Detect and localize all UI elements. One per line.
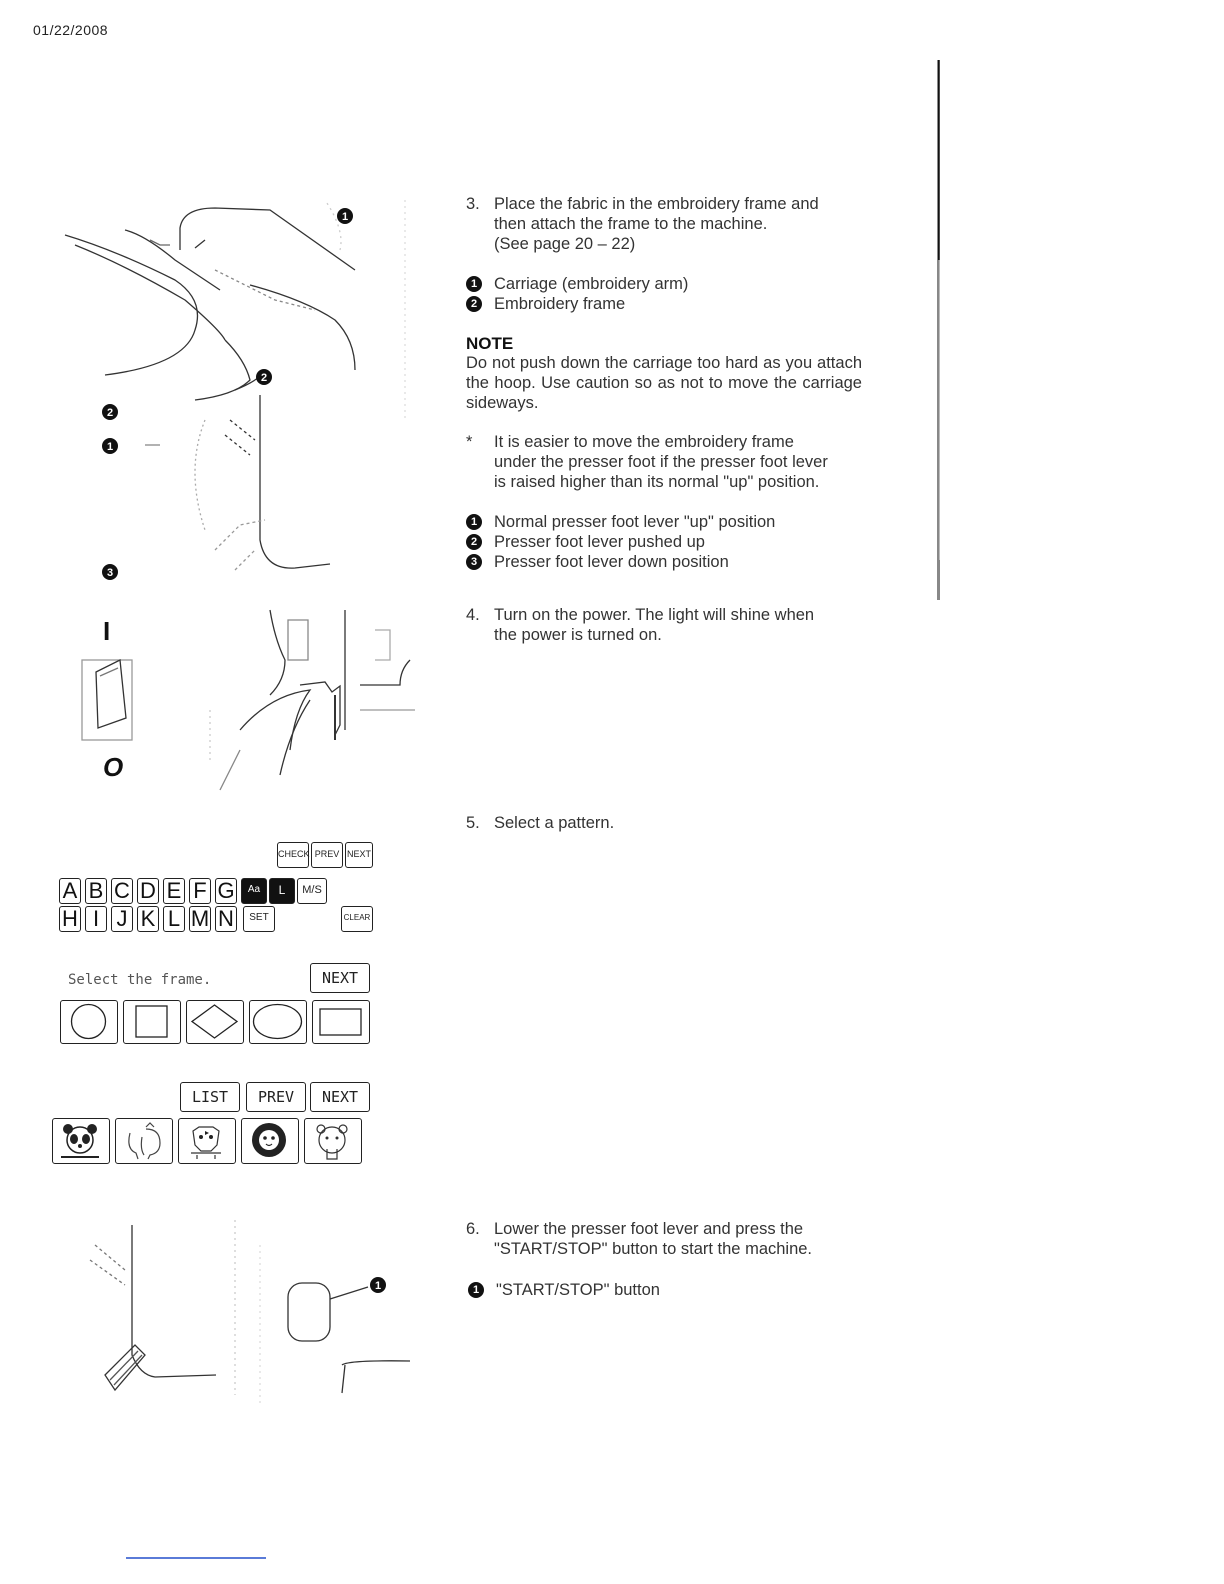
note-body: Do not push down the carriage too hard as you attach the hoop. Use caution so as not to move the carriage sideways. <box>466 354 862 412</box>
step-line: then attach the frame to the machine. <box>494 215 768 233</box>
step-number: 4. <box>466 606 480 624</box>
tip-bullet <box>466 432 866 492</box>
badge-icon: 1 <box>466 514 482 530</box>
letter-key-g[interactable]: G <box>215 878 237 904</box>
legend-label: Carriage (embroidery arm) <box>494 275 689 293</box>
pattern-next-button[interactable]: NEXT <box>310 1082 370 1112</box>
letter-key-j[interactable]: J <box>111 906 133 932</box>
step-6 <box>466 1219 866 1259</box>
bear-icon <box>305 1119 360 1162</box>
step-line: Select a pattern. <box>494 814 615 832</box>
callout-1-lever-normal: 1 <box>106 441 114 453</box>
step-line: Place the fabric in the embroidery frame and <box>494 195 819 213</box>
rectangle-frame-button[interactable] <box>312 1000 370 1044</box>
frame-next-button[interactable]: NEXT <box>310 963 370 993</box>
cow-icon <box>179 1119 234 1162</box>
pattern-prev-button[interactable]: PREV <box>246 1082 306 1112</box>
switch-on-label: I <box>103 616 111 646</box>
step-line: Turn on the power. The light will shine when <box>494 606 815 624</box>
bullet-line: under the presser foot if the presser foot lever <box>494 453 828 471</box>
letter-key-c[interactable]: C <box>111 878 133 904</box>
bear-pattern-button[interactable] <box>304 1118 362 1164</box>
badge-icon: 3 <box>466 554 482 570</box>
page-date: 01/22/2008 <box>33 22 109 38</box>
next-button[interactable]: NEXT <box>345 842 373 868</box>
switch-off-label: O <box>103 752 124 782</box>
letter-key-h[interactable]: H <box>59 906 81 932</box>
figure-start-stop <box>80 1215 420 1415</box>
lcd-frame-screen <box>58 960 388 1055</box>
case-toggle-button[interactable]: Aa <box>241 878 267 904</box>
clear-button[interactable]: CLEAR <box>341 906 373 932</box>
badge-icon: 2 <box>466 296 482 312</box>
letter-key-n[interactable]: N <box>215 906 237 932</box>
footer-rule <box>126 1557 266 1559</box>
lion-icon <box>242 1119 297 1162</box>
step-line: (See page 20 – 22) <box>494 235 636 253</box>
legend-lever <box>466 512 775 572</box>
step-line: the power is turned on. <box>494 626 662 644</box>
legend-label: Normal presser foot lever "up" position <box>494 513 776 531</box>
legend-step-3 <box>466 274 688 314</box>
oval-frame-button[interactable] <box>249 1000 307 1044</box>
elephant-icon <box>116 1119 171 1162</box>
legend-label: "START/STOP" button <box>496 1281 660 1299</box>
square-frame-button[interactable] <box>123 1000 181 1044</box>
circle-frame-icon <box>61 1001 116 1042</box>
legend-label: Presser foot lever pushed up <box>494 533 705 551</box>
figure-hoop-attach <box>55 190 415 590</box>
bullet-line: is raised higher than its normal "up" position. <box>494 473 820 491</box>
note-title: NOTE <box>466 334 514 353</box>
lcd-letter-screen <box>55 840 385 935</box>
legend-label: Embroidery frame <box>494 295 626 313</box>
size-l-button[interactable]: L <box>269 878 295 904</box>
step-line: "START/STOP" button to start the machine. <box>494 1240 813 1258</box>
callout-1-carriage: 1 <box>341 211 349 223</box>
scan-edge-mark <box>934 60 948 600</box>
panda-pattern-button[interactable] <box>52 1118 110 1164</box>
step-3 <box>466 194 866 254</box>
legend-step-6 <box>468 1280 660 1300</box>
callout-2-lever-up: 2 <box>106 407 114 419</box>
square-frame-icon <box>124 1001 179 1042</box>
diamond-frame-icon <box>187 1001 242 1042</box>
badge-icon: 2 <box>466 534 482 550</box>
frame-prompt: Select the frame. <box>68 972 212 988</box>
bullet-line: It is easier to move the embroidery frame <box>494 433 794 451</box>
letter-key-d[interactable]: D <box>137 878 159 904</box>
callout-3-lever-down: 3 <box>106 567 114 579</box>
rectangle-frame-icon <box>313 1001 368 1042</box>
set-button[interactable]: SET <box>243 906 275 932</box>
letter-key-f[interactable]: F <box>189 878 211 904</box>
figure-power-switch <box>70 600 420 800</box>
step-number: 3. <box>466 195 480 213</box>
letter-key-a[interactable]: A <box>59 878 81 904</box>
circle-frame-button[interactable] <box>60 1000 118 1044</box>
callout-1-start-stop: 1 <box>374 1280 382 1292</box>
cow-pattern-button[interactable] <box>178 1118 236 1164</box>
prev-button[interactable]: PREV <box>311 842 343 868</box>
lion-pattern-button[interactable] <box>241 1118 299 1164</box>
badge-icon: 1 <box>468 1282 484 1298</box>
size-ms-button[interactable]: M/S <box>297 878 327 904</box>
letter-key-k[interactable]: K <box>137 906 159 932</box>
step-number: 5. <box>466 814 480 832</box>
lcd-pattern-screen <box>52 1080 382 1170</box>
step-line: Lower the presser foot lever and press the <box>494 1220 804 1238</box>
letter-key-i[interactable]: I <box>85 906 107 932</box>
letter-key-e[interactable]: E <box>163 878 185 904</box>
check-button[interactable]: CHECK <box>277 842 309 868</box>
panda-icon <box>53 1119 108 1162</box>
list-button[interactable]: LIST <box>180 1082 240 1112</box>
step-4 <box>466 605 866 645</box>
step-number: 6. <box>466 1220 480 1238</box>
letter-key-m[interactable]: M <box>190 906 210 931</box>
step-5 <box>466 813 866 833</box>
legend-label: Presser foot lever down position <box>494 553 729 571</box>
badge-icon: 1 <box>466 276 482 292</box>
letter-key-l[interactable]: L <box>163 906 185 932</box>
callout-2-frame: 2 <box>260 372 268 384</box>
elephant-pattern-button[interactable] <box>115 1118 173 1164</box>
diamond-frame-button[interactable] <box>186 1000 244 1044</box>
oval-frame-icon <box>250 1001 305 1042</box>
letter-key-b[interactable]: B <box>85 878 107 904</box>
bullet-marker: * <box>466 433 473 451</box>
